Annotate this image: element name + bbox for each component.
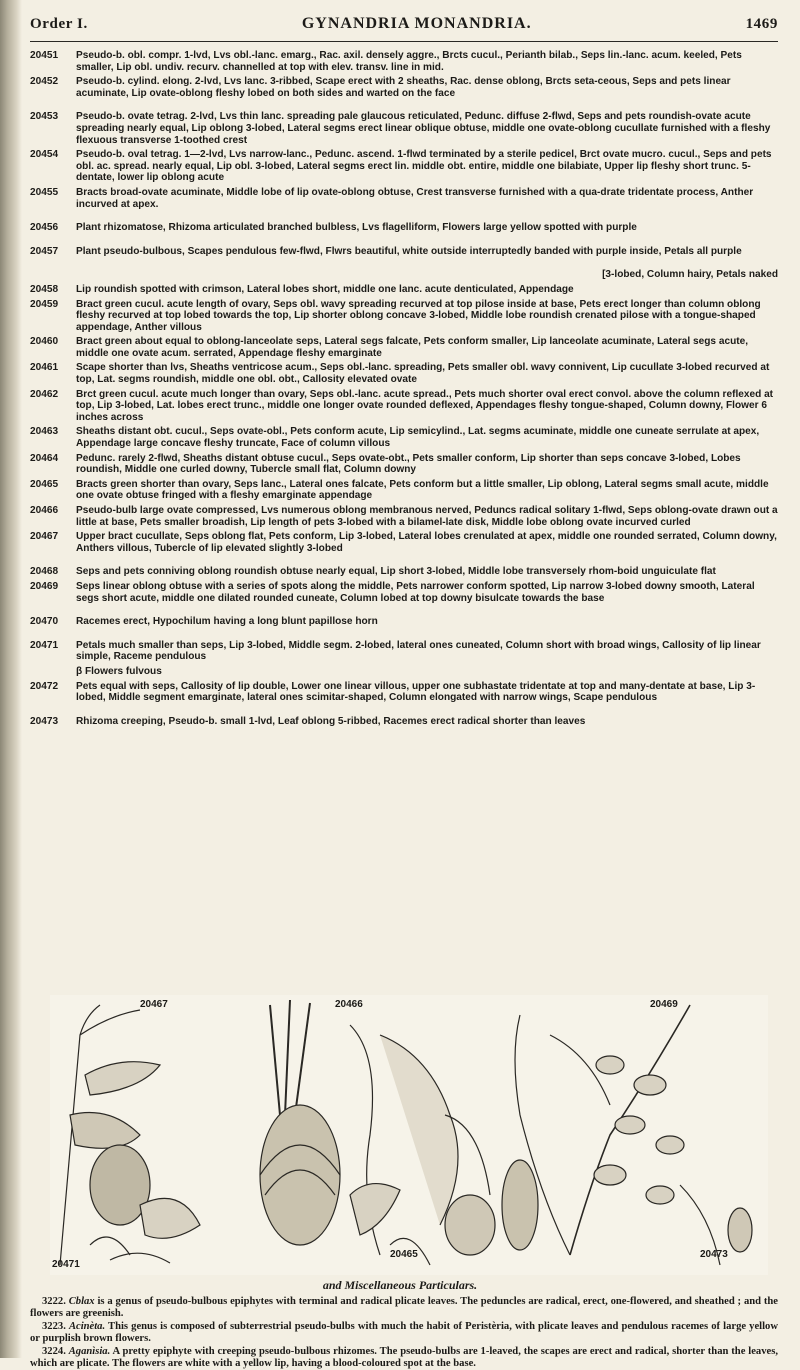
species-description: [3-lobed, Column hairy, Petals naked xyxy=(602,269,778,281)
species-number: 20457 xyxy=(30,245,59,257)
figure-label-20473: 20473 xyxy=(700,1249,728,1260)
page-header xyxy=(30,15,778,42)
species-number: 20459 xyxy=(30,298,59,310)
species-number xyxy=(30,666,76,678)
species-description: β Flowers fulvous xyxy=(76,665,162,677)
species-number: 20455 xyxy=(30,186,59,198)
species-number: 20456 xyxy=(30,222,59,234)
species-entry xyxy=(30,76,778,99)
figure-label-20471: 20471 xyxy=(52,1259,80,1270)
species-number: 20469 xyxy=(30,580,59,592)
species-description: Bract green cucul. acute length of ovary, Seps obl. wavy spreading recurved at top pilose inside at base, Pets erect longer than column oblong fleshy recurved at top lobed towards the top, Lip shorter oblong concave 3-lobed, Middle lobe roundish crenated pilose with a tongue-shaped appendage, Anther villous xyxy=(76,298,761,333)
species-entry xyxy=(30,187,778,210)
species-description: Pedunc. rarely 2-flwd, Sheaths distant obtuse cucul., Seps ovate-obt., Pets smaller conform, Lip shorter than seps concave 3-lobed, Lobes roundish, Middle one curled downy, Tubercle small flat, Column downy xyxy=(76,452,741,476)
species-description: Seps linear oblong obtuse with a series of spots along the middle, Pets narrower conform spotted, Lip narrow 3-lobed downy smooth, Lateral segs short acute, middle one dilated rounded cuneate, Column lobed at top downy bisulcate towards the base xyxy=(76,580,755,604)
species-entries xyxy=(30,50,778,730)
botanical-illustration xyxy=(50,995,768,1275)
genus-name: Aganìsia. xyxy=(68,1345,111,1357)
figure-label-20469: 20469 xyxy=(650,999,678,1010)
species-description: Bract green about equal to oblong-lanceolate seps, Lateral segs falcate, Pets conform smaller, Lip lanceolate acuminate, Lateral segs acute, middle one ovate acum. serrated, Appendage fleshy emarginate xyxy=(76,336,749,359)
species-description: Sheaths distant obt. cucul., Seps ovate-obl., Pets conform acute, Lip semicylind., Lat. segms acuminate, middle one cuneate serrulate at apex, Appendage large concave fleshy truncate, Face of column villous xyxy=(76,426,760,450)
order-label: Order I. xyxy=(30,16,88,32)
paragraph-number: 3224. xyxy=(42,1345,66,1357)
orchid-engraving xyxy=(50,995,768,1275)
species-entry xyxy=(30,269,778,281)
species-entry xyxy=(30,222,778,234)
species-description: Plant pseudo-bulbous, Scapes pendulous few-flwd, Flwrs beautiful, white outside interruptedly banded with purple inside, Petals all purple xyxy=(76,245,742,257)
species-entry xyxy=(30,149,778,184)
species-entry xyxy=(30,505,778,528)
page-title: GYNANDRIA MONANDRIA. xyxy=(301,15,532,32)
species-description: Pseudo-b. ovate tetrag. 2-lvd, Lvs thin lanc. spreading pale glaucous reticulated, Pedunc. diffuse 2-flwd, Seps and pets roundish-ovate acute spreading nearly equal, Lip oblong 3-lobed, Lateral segms erect linear oblique obtuse, middle one ovate-oblong cucullate furnished with a fleshy flexuous transverse 1-toothed crest xyxy=(76,111,771,146)
figure-label-20465: 20465 xyxy=(390,1249,418,1260)
genus-description: is a genus of pseudo-bulbous epiphytes with terminal and radical plicate leaves. The peduncles are radical, erect, one-flowered, and sheathed ; and the flowers are greenish. xyxy=(30,1296,778,1320)
genus-paragraph xyxy=(30,1321,778,1346)
species-description: Pseudo-b. cylind. elong. 2-lvd, Lvs lanc. 3-ribbed, Scape erect with 2 sheaths, Rac. dense oblong, Brcts seta-ceous, Seps and pets linear acuminate, Lip ovate-oblong fleshy lobed on both sides and warted on the face xyxy=(76,76,731,99)
species-number: 20452 xyxy=(30,76,59,88)
species-description: Seps and pets conniving oblong roundish obtuse nearly equal, Lip short 3-lobed, Middle lobe transversely rhom-boid unguiculate flat xyxy=(76,566,716,578)
species-number: 20465 xyxy=(30,478,59,490)
section-title: and Miscellaneous Particulars. xyxy=(322,1278,478,1292)
species-number: 20464 xyxy=(30,452,59,464)
species-entry xyxy=(30,681,778,704)
species-number: 20463 xyxy=(30,426,59,438)
species-entry xyxy=(30,299,778,334)
genus-name: Cblax xyxy=(68,1296,95,1307)
species-number: 20471 xyxy=(30,639,59,651)
species-number: 20460 xyxy=(30,336,59,348)
page-number: 1469 xyxy=(745,16,778,32)
species-description: Pseudo-bulb large ovate compressed, Lvs numerous oblong membranous nerved, Peduncs radical solitary 1-flwd, Seps oblong-ovate drawn out a little at base, Pets smaller broadish, Lip length of pets 3-lobed with a bilamel-late disk, Middle lobe oblong ovate incurved curled xyxy=(76,505,778,528)
paragraph-number: 3222. xyxy=(42,1296,66,1307)
species-description: Pseudo-b. oval tetrag. 1—2-lvd, Lvs narrow-lanc., Pedunc. ascend. 1-flwd terminated by a sterile pedicel, Brct ovate mucro. cucul., Seps and pets obl. ac. spread. nearly equal, Lip obl. 3-lobed, Lateral segms erect lin. middle obt. entire, middle one bilabiate, Upper lip fleshy short trunc. 5-dentate, lower lip oblong acute xyxy=(76,149,772,184)
species-entry xyxy=(30,50,778,73)
genus-description: This genus is composed of subterrestrial pseudo-bulbs with much the habit of Peristèria, with plicate leaves and pendulous racemes of large yellow or purplish brown flowers. xyxy=(30,1320,778,1345)
species-number: 20462 xyxy=(30,388,59,400)
species-number: 20461 xyxy=(30,362,59,374)
book-binding-shadow xyxy=(0,0,22,1358)
species-entry xyxy=(30,111,778,146)
species-number: 20466 xyxy=(30,505,59,516)
species-description: Pets equal with seps, Callosity of lip double, Lower one linear villous, upper one subhastate tridentate at top and many-dentate at base, Lip 3-lobed, Middle segment emarginate, lateral ones scimitar-shaped, Column elongated with narrow wings, Scape pendulous xyxy=(76,680,756,704)
species-entry xyxy=(30,246,778,258)
species-number: 20468 xyxy=(30,566,59,578)
species-description: Rhizoma creeping, Pseudo-b. small 1-lvd, Leaf oblong 5-ribbed, Racemes erect radical shorter than leaves xyxy=(76,715,586,727)
species-description: Bracts green shorter than ovary, Seps lanc., Lateral ones falcate, Pets conform but a little smaller, Lip oblong, Lateral segms small acute, middle one ovate obtuse fringed with a fleshy emarginate appendage xyxy=(76,478,769,502)
species-entry xyxy=(30,716,778,728)
species-number: 20453 xyxy=(30,111,59,123)
species-number: 20454 xyxy=(30,149,59,161)
species-entry xyxy=(30,336,778,359)
species-number: 20473 xyxy=(30,715,59,727)
species-number: 20467 xyxy=(30,531,59,543)
species-number: 20458 xyxy=(30,283,59,295)
species-description: Upper bract cucullate, Seps oblong flat, Pets conform, Lip 3-lobed, Lateral lobes crenulated at apex, middle one rounded serrated, Column downy, Anthers villous, Tubercle of lip elevated slightly 3-lobed xyxy=(76,531,777,554)
miscellaneous-particulars xyxy=(30,1296,778,1370)
species-number: 20451 xyxy=(30,50,59,61)
species-number: 20470 xyxy=(30,616,59,628)
species-description: Plant rhizomatose, Rhizoma articulated branched bulbless, Lvs flagelliform, Flowers large yellow spotted with purple xyxy=(76,222,637,234)
genus-name: Acinèta. xyxy=(68,1320,106,1332)
species-entry xyxy=(30,666,778,678)
species-entry xyxy=(30,389,778,424)
species-description: Bracts broad-ovate acuminate, Middle lobe of lip ovate-oblong obtuse, Crest transverse furnished with a qua-drate tridentate process, Anther incurved at apex. xyxy=(76,186,754,210)
species-entry xyxy=(30,581,778,604)
species-entry xyxy=(30,362,778,385)
species-description: Brct green cucul. acute much longer than ovary, Seps obl.-lanc. acute spread., Pets much shorter oval erect convol. above the column reflexed at top, Lip 3-lobed, Lat. lobes erect trunc., middle one longer ovate rounded deflexed, Appendages fleshy tongue-shaped, Column downy, Flower 6 inches across xyxy=(76,388,774,423)
species-entry xyxy=(30,453,778,476)
species-description: Pseudo-b. obl. compr. 1-lvd, Lvs obl.-lanc. emarg., Rac. axil. densely aggre., Brcts cucul., Perianth bilab., Seps lin.-lanc. acum. keeled, Pets smaller, Lip obl. undiv. recurv. channelled at top with elev. transv. line in mid. xyxy=(76,50,742,73)
species-description: Racemes erect, Hypochilum having a long blunt papillose horn xyxy=(76,616,378,628)
figure-label-20466: 20466 xyxy=(335,999,363,1010)
species-description: Scape shorter than lvs, Sheaths ventricose acum., Seps obl.-lanc. spreading, Pets smaller obl. wavy connivent, Lip cucullate 3-lobed recurved at top, Lat. segms roundish, middle one obl. obt., Callosity elevated ovate xyxy=(76,362,770,386)
genus-description: A pretty epiphyte with creeping pseudo-bulbous rhizomes. The pseudo-bulbs are 1-leaved, the scapes are erect and radical, shorter than the leaves, which are plicate. The flowers are white with a yellow lip, having a blood-coloured spot at the base. xyxy=(30,1345,778,1370)
species-entry xyxy=(30,479,778,502)
species-entry xyxy=(30,616,778,628)
species-number xyxy=(30,269,76,281)
species-entry xyxy=(30,531,778,554)
species-entry xyxy=(30,426,778,449)
paragraph-number: 3223. xyxy=(42,1320,66,1332)
genus-paragraph xyxy=(30,1296,778,1321)
figure-label-20467: 20467 xyxy=(140,999,168,1010)
species-number: 20472 xyxy=(30,680,59,692)
species-description: Lip roundish spotted with crimson, Lateral lobes short, middle one lanc. acute denticulated, Appendage xyxy=(76,283,574,295)
species-entry xyxy=(30,566,778,578)
species-entry xyxy=(30,284,778,296)
species-entry xyxy=(30,640,778,663)
species-description: Petals much smaller than seps, Lip 3-lobed, Middle segm. 2-lobed, lateral ones cuneated, Column short with broad wings, Callosity of lip linear simple, Raceme pendulous xyxy=(76,639,761,663)
